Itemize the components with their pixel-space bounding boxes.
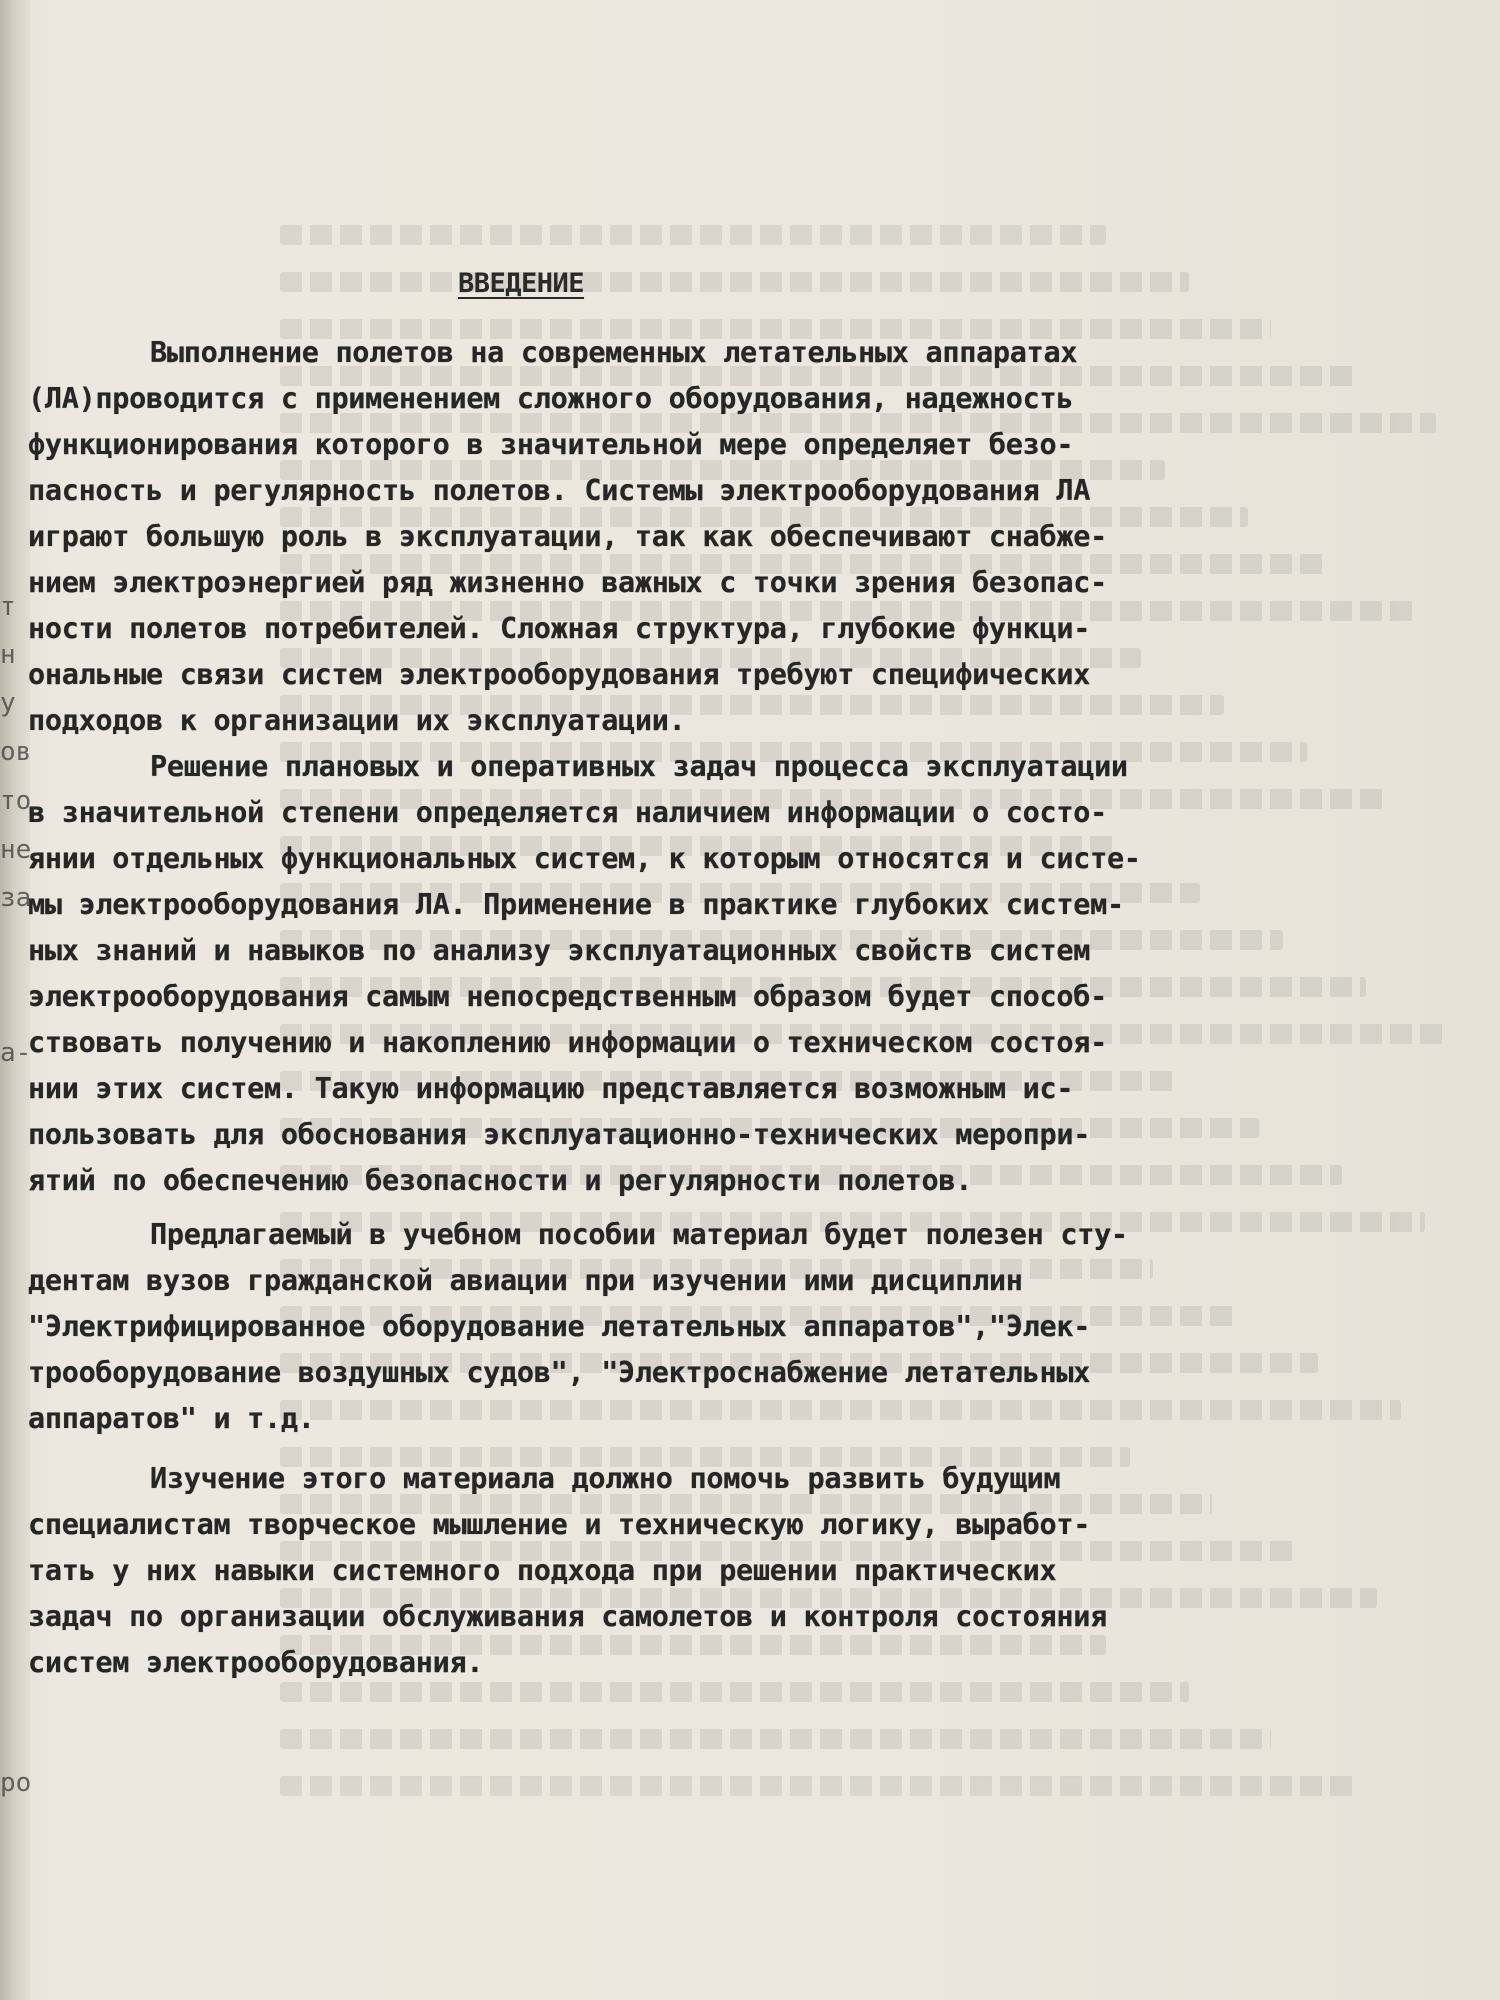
- text-line: (ЛА)проводится с применением сложного оборудования, надежность: [28, 382, 1074, 415]
- margin-fragment: т: [0, 592, 16, 622]
- text-line: пользовать для обоснования эксплуатационно-технических меропри-: [28, 1118, 1091, 1151]
- margin-fragment: ро: [0, 1768, 32, 1798]
- bleed-line: [280, 225, 1106, 245]
- text-line: Изучение этого материала должно помочь развить будущим: [150, 1462, 1061, 1495]
- text-line: Выполнение полетов на современных летательных аппаратах: [150, 336, 1078, 369]
- bleed-line: [280, 1729, 1271, 1749]
- margin-fragment: за: [0, 883, 32, 913]
- text-line: нии этих систем. Такую информацию представляется возможным ис-: [28, 1072, 1074, 1105]
- text-line: ствовать получению и накоплению информации о техническом состоя-: [28, 1026, 1107, 1059]
- text-line: янии отдельных функциональных систем, к которым относятся и систе-: [28, 842, 1141, 875]
- text-line: ности полетов потребителей. Сложная структура, глубокие функци-: [28, 612, 1091, 645]
- paragraph: [28, 330, 1328, 744]
- text-line: дентам вузов гражданской авиации при изучении ими дисциплин: [28, 1264, 1023, 1297]
- text-line: задач по организации обслуживания самолетов и контроля состояния: [28, 1600, 1107, 1633]
- paragraph: [28, 1212, 1328, 1442]
- margin-fragment: то: [0, 786, 32, 816]
- text-line: аппаратов" и т.д.: [28, 1402, 315, 1435]
- text-line: систем электрооборудования.: [28, 1646, 484, 1679]
- text-line: в значительной степени определяется наличием информации о состо-: [28, 796, 1107, 829]
- text-line: тать у них навыки системного подхода при решении практических: [28, 1554, 1057, 1587]
- text-line: "Электрифицированное оборудование летательных аппаратов","Элек-: [28, 1310, 1091, 1343]
- body-text: [28, 330, 1328, 1686]
- text-line: ональные связи систем электрооборудования требуют специфических: [28, 658, 1091, 691]
- text-line: электрооборудования самым непосредственным образом будет способ-: [28, 980, 1107, 1013]
- text-line: пасность и регулярность полетов. Системы электрооборудования ЛА: [28, 474, 1091, 507]
- text-line: играют большую роль в эксплуатации, так как обеспечивают снабже-: [28, 520, 1107, 553]
- text-line: мы электрооборудования ЛА. Применение в практике глубоких систем-: [28, 888, 1124, 921]
- margin-fragment: не: [0, 835, 32, 865]
- bleed-line: [280, 1776, 1354, 1796]
- text-line: ных знаний и навыков по анализу эксплуатационных свойств систем: [28, 934, 1091, 967]
- text-line: специалистам творческое мышление и техническую логику, выработ-: [28, 1508, 1091, 1541]
- bleed-line: [280, 272, 1189, 292]
- page-binding-shadow: [0, 0, 30, 2000]
- text-line: ятий по обеспечению безопасности и регулярности полетов.: [28, 1164, 973, 1197]
- text-line: нием электроэнергией ряд жизненно важных с точки зрения безопас-: [28, 566, 1107, 599]
- text-line: функционирования которого в значительной мере определяет безо-: [28, 428, 1074, 461]
- margin-fragment: у: [0, 688, 16, 718]
- margin-fragment: н: [0, 640, 16, 670]
- text-line: Решение плановых и оперативных задач процесса эксплуатации: [150, 750, 1128, 783]
- margin-fragment: ов: [0, 737, 32, 767]
- margin-fragment: а-: [0, 1038, 32, 1068]
- page-title: ВВЕДЕНИЕ: [458, 268, 585, 299]
- paragraph: [28, 744, 1328, 1204]
- text-line: Предлагаемый в учебном пособии материал будет полезен сту-: [150, 1218, 1128, 1251]
- text-line: трооборудование воздушных судов", "Электроснабжение летательных: [28, 1356, 1091, 1389]
- text-line: подходов к организации их эксплуатации.: [28, 704, 686, 737]
- paragraph: [28, 1456, 1328, 1686]
